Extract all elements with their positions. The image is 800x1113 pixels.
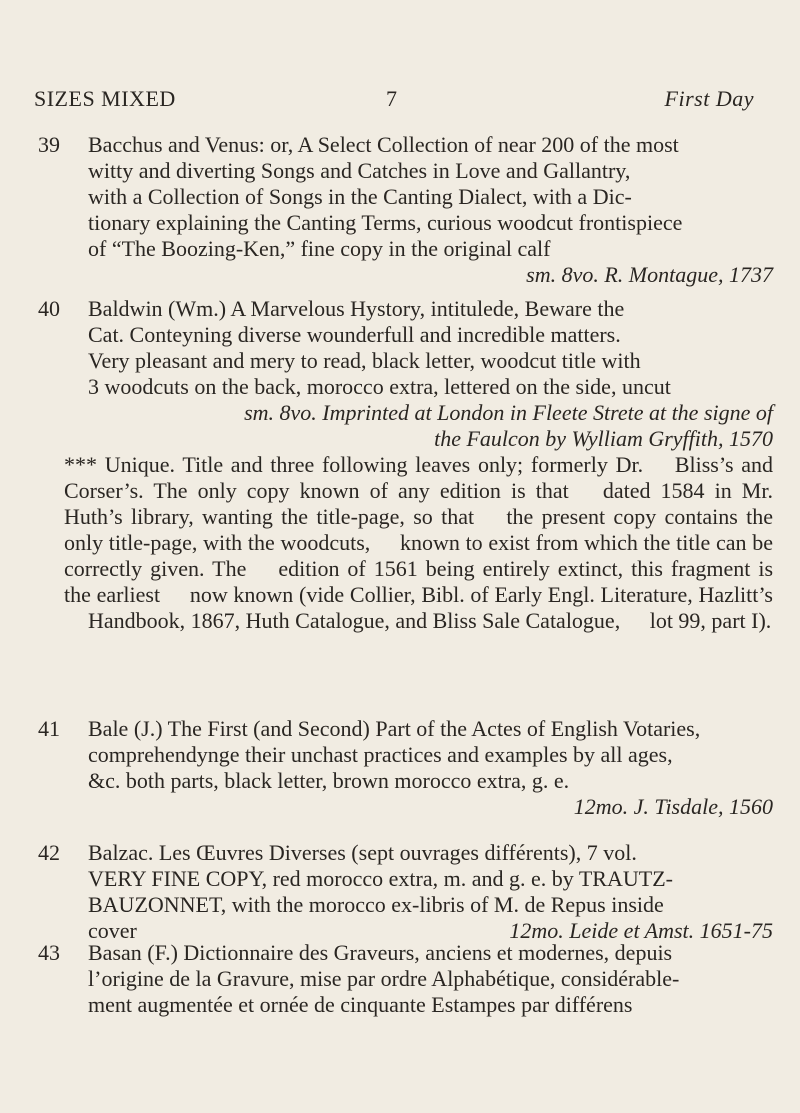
entry-line: Very pleasant and mery to read, black letter, woodcut title with: [88, 348, 641, 373]
lot-number: 42: [38, 840, 60, 865]
entry-description: [88, 840, 773, 944]
entry-line: &c. both parts, black letter, brown morocco extra, g. e.: [88, 768, 570, 793]
lot-number: 40: [38, 296, 60, 321]
catalogue-entry-42: [38, 840, 773, 944]
entry-line: witty and diverting Songs and Catches in Love and Gallantry,: [88, 158, 631, 183]
entry-line: Bacchus and Venus: or, A Select Collection of near 200 of the most: [88, 132, 679, 157]
note-line: edition of 1561 being entirely extinct, this fragment is the earliest: [64, 556, 774, 607]
note-line: Bliss’s and Corser’s. The only copy known of any edition is that: [64, 452, 774, 503]
header-left: SIZES MIXED: [34, 86, 176, 111]
entry-line: Bale (J.) The First (and Second) Part of the Actes of English Votaries,: [88, 716, 701, 741]
note-line: known to exist from which the title can be correctly given. The: [64, 530, 774, 581]
entry-description: [88, 940, 773, 1018]
catalogue-entry-39: [38, 132, 773, 288]
note-line: dated 1584 in Mr. Huth’s library, wanting the title-page, so that: [64, 478, 773, 529]
entry-description: [88, 716, 773, 820]
entry-line: BAUZONNET, with the morocco ex-libris of M. de Repus inside: [88, 892, 664, 917]
entry-imprint: sm. 8vo. Imprinted at London in Fleete Strete at the signe of: [244, 400, 773, 425]
entry-line: with a Collection of Songs in the Canting Dialect, with a Dic-: [88, 184, 632, 209]
entry-note: [64, 452, 773, 634]
entry-line: 3 woodcuts on the back, morocco extra, lettered on the side, uncut: [88, 374, 671, 399]
entry-imprint: the Faulcon by Wylliam Gryffith, 1570: [434, 426, 773, 451]
entry-line: cover: [88, 918, 137, 943]
entry-line: tionary explaining the Canting Terms, curious woodcut frontispiece: [88, 210, 683, 235]
page-header: [34, 86, 754, 112]
note-line: Handbook, 1867, Huth Catalogue, and Bliss Sale Catalogue,: [88, 608, 621, 633]
catalogue-entry-41: [38, 716, 773, 820]
entry-line: comprehendynge their unchast practices and examples by all ages,: [88, 742, 673, 767]
entry-line: Baldwin (Wm.) A Marvelous Hystory, intitulede, Beware the: [88, 296, 625, 321]
entry-description: [88, 132, 773, 288]
catalogue-entry-43: [38, 940, 773, 1018]
entry-imprint: 12mo. J. Tisdale, 1560: [573, 794, 773, 819]
catalogue-entry-40: [38, 296, 773, 634]
entry-line: ment augmentée et ornée de cinquante Estampes par différens: [88, 992, 633, 1017]
entry-line: of “The Boozing-Ken,” fine copy in the original calf: [88, 236, 551, 261]
lot-number: 39: [38, 132, 60, 157]
page-number: 7: [386, 86, 398, 111]
entry-imprint: sm. 8vo. R. Montague, 1737: [526, 262, 773, 287]
lot-number: 43: [38, 940, 60, 965]
note-line: now known (vide Collier, Bibl. of Early Engl. Literature, Hazlitt’s: [189, 582, 773, 607]
entry-line: VERY FINE COPY, red morocco extra, m. and g. e. by TRAUTZ-: [88, 866, 673, 891]
entry-imprint: 12mo. Leide et Amst. 1651-75: [509, 918, 773, 943]
note-line: *** Unique. Title and three following leaves only; formerly Dr.: [64, 452, 644, 477]
entry-line: l’origine de la Gravure, mise par ordre Alphabétique, considérable-: [88, 966, 680, 991]
header-right: First Day: [664, 86, 754, 111]
note-line: the present copy contains the only title-page, with the woodcuts,: [64, 504, 773, 555]
entry-line: Basan (F.) Dictionnaire des Graveurs, anciens et modernes, depuis: [88, 940, 673, 965]
entry-description: [88, 296, 773, 452]
note-line: lot 99, part I).: [649, 608, 772, 633]
entry-line: Balzac. Les Œuvres Diverses (sept ouvrages différents), 7 vol.: [88, 840, 637, 865]
lot-number: 41: [38, 716, 60, 741]
entry-line: Cat. Conteyning diverse wounderfull and incredible matters.: [88, 322, 621, 347]
